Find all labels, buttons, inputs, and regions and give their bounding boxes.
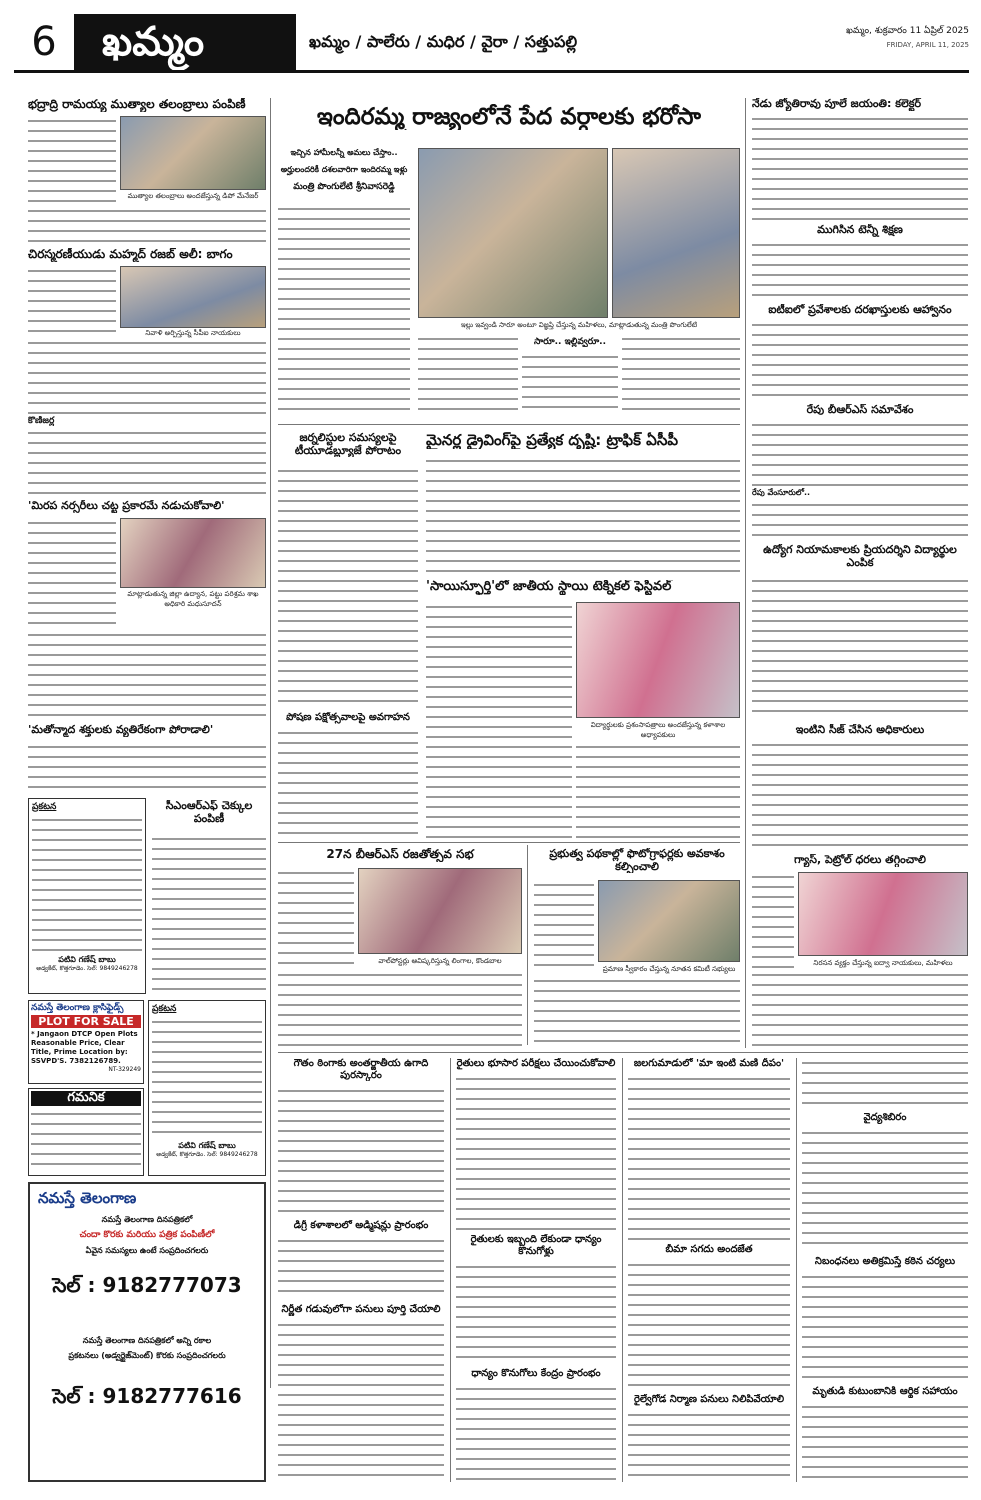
photo-gas-protest (798, 872, 968, 956)
legal-notice-1 (28, 798, 146, 994)
edition-brand: ఖమ్మం (74, 14, 296, 70)
article-body (752, 872, 794, 968)
article-body (628, 1074, 790, 1240)
article-body (28, 266, 116, 336)
article-body (802, 1402, 968, 1482)
headline-grain-centre: ధాన్యం కొనుగోలు కేంద్రం ప్రారంభం (471, 1368, 601, 1379)
dateline (846, 24, 969, 52)
headline-mirapa-nursery: 'మిరప నర్సరీలు చట్ట ప్రకారమే నడుచుకోవాలి' (28, 500, 225, 512)
article-body (802, 1272, 968, 1382)
row-rule (278, 842, 740, 843)
column-rule (450, 1058, 451, 1482)
headline-house-seized: ఇంటిని సీజ్ చేసిన అధికారులు (795, 724, 925, 736)
classified-code: NT-329249 (108, 1066, 141, 1074)
article-body (456, 1074, 616, 1230)
notice-signature-sub: అడ్వకేట్, కొత్తగూడెం. సెల్: 9849246278 (156, 1150, 258, 1158)
article-body (534, 880, 594, 974)
article-body (426, 456, 740, 574)
lead-deck-2: అర్హులందరికీ దశలవారిగా ఇందిరమ్మ ఇళ్లు (280, 165, 408, 174)
article-body (802, 1128, 968, 1252)
column-rule (622, 1058, 623, 1482)
headline-medical-camp: వైద్యశిబిరం (863, 1112, 907, 1123)
column-rule (270, 98, 271, 1388)
photo-brs-posters (358, 868, 522, 954)
headline-financial-aid: మృతుడి కుటుంబానికి ఆర్థిక సహాయం (812, 1386, 958, 1397)
headline-rajab-ali: చిరస్మరణీయుడు మహ్మద్ రజబ్ అలీ: బాగం (28, 248, 233, 261)
caption-photographers: ప్రమాణ స్వీకారం చేస్తున్న నూతన కమిటీ సభ్యులు (602, 965, 736, 973)
subscription-promo (28, 1182, 266, 1482)
article-body (522, 352, 618, 414)
plot-for-sale: PLOT FOR SALE (31, 1015, 141, 1028)
promo-line: ఏవైన సమస్యలు ఉంటే సంప్రదించగలరు (85, 1246, 209, 1256)
article-body (628, 1410, 790, 1482)
notice-signature: పటివి గణేష్ బాబు (58, 955, 116, 965)
subhead-vemsur: రేపు వేంసూరులో.. (752, 488, 811, 497)
masthead-rule (14, 70, 969, 73)
article-body (628, 1260, 790, 1390)
headline-gas-petrol: గ్యాస్, పెట్రోల్ ధరలు తగ్గించాలి (794, 854, 926, 866)
article-body (28, 742, 266, 792)
caption-sai-fest: విద్యార్థులకు ప్రశంసాపత్రాలు అందజేస్తున్న కళాశాల అధ్యాపకులు (590, 721, 726, 739)
lead-headline: ఇందిరమ్మ రాజ్యంలోనే పేద వర్గాలకు భరోసా (317, 104, 701, 130)
article-body (752, 970, 968, 1046)
promo-phone-1: సెల్ : 9182777073 (52, 1273, 242, 1298)
photo-rajab-ali (120, 266, 266, 328)
article-body (28, 338, 266, 414)
gamanika-title: గమనిక (31, 1091, 141, 1106)
gamanika-body (31, 1109, 141, 1169)
classified-brand: నమస్తే తెలంగాణ క్లాసిఫైడ్స్ (31, 1003, 124, 1013)
article-body (752, 114, 968, 220)
classified-ad (28, 1000, 144, 1084)
promo-line: ప్రకటనలు (అడ్వర్టైజ్‌మెంట్) కొరకు సంప్రదించగలరు (68, 1351, 226, 1361)
column-rule (527, 845, 528, 1045)
caption-gas-protest: నిరసన వ్యక్తం చేస్తున్న ఐద్వా నాయకులు, మహిళలు (813, 959, 953, 967)
article-body (456, 1384, 616, 1482)
headline-brs-meeting: రేపు బీఆర్ఎస్ సమావేశం (806, 404, 914, 416)
sub-editions: ఖమ్మం / పాలేరు / మధిర / వైరా / సత్తుపల్లి (309, 32, 578, 51)
photo-sai-fest (576, 602, 740, 718)
promo-line: నమస్తే తెలంగాణ దినపత్రికలో అన్ని రకాల (82, 1336, 212, 1346)
article-body (278, 204, 410, 414)
headline-sai-fest: 'సాయిస్ఫూర్తి'లో జాతీయ స్థాయి టెక్నికల్ ఫెస్టివల్ (426, 580, 672, 594)
headline-photographers: ప్రభుత్వ పథకాల్లో ఫొటోగ్రాఫర్లకు అవకాశం కల్పించాలి (549, 848, 725, 873)
article-body (278, 466, 418, 706)
article-body (534, 976, 740, 1046)
article-body (278, 970, 522, 1046)
headline-matonmada: 'మతోన్మాద శక్తులకు వ్యతిరేకంగా పోరాడాలి' (28, 724, 214, 736)
headline-strict-action: నిబంధనలు అతిక్రమిస్తే కఠిన చర్యలు (814, 1256, 956, 1267)
article-body (152, 834, 266, 994)
promo-brand: నమస్తే తెలంగాణ (38, 1189, 137, 1207)
headline-brs-sabha: 27న బీఆర్ఎస్ రజతోత్సవ సభ (326, 848, 474, 861)
headline-journalists: జర్నలిస్టుల సమస్యలపై టీయూడబ్ల్యూజే పోరాటం (294, 432, 402, 457)
article-body (278, 1086, 444, 1216)
headline-degree-admissions: డిగ్రీ కళాశాలలో అడ్మిషన్లు ప్రారంభం (293, 1220, 429, 1231)
article-body (28, 518, 116, 628)
headline-deadline-works: నిర్ణీత గడువులోగా పనులు పూర్తి చేయాలి (281, 1304, 441, 1315)
lead-deck (278, 148, 410, 194)
page-number: 6 (31, 19, 57, 65)
article-body (28, 630, 266, 722)
article-body (752, 240, 968, 300)
article-body (426, 602, 572, 838)
article-body (752, 500, 968, 540)
headline-tennis-training: ముగిసిన టెన్నీ శిక్షణ (817, 224, 903, 236)
row-rule (278, 1052, 968, 1053)
headline-cmrf: సీఎంఆర్ఎఫ్ చెక్కుల పంపిణీ (165, 800, 253, 825)
headline-phule-jayanti: నేడు జ్యోతిరావు పూలే జయంతి: కలెక్టర్ (752, 98, 922, 110)
date-telugu: ఖమ్మం, శుక్రవారం 11 ఏప్రిల్ 2025 (846, 26, 969, 36)
article-body (456, 1262, 616, 1364)
lead-deck-3: మంత్రి పొంగులేటి శ్రీనివాసరెడ్డి (293, 182, 395, 192)
article-body (752, 576, 968, 720)
column-rule (745, 98, 746, 1048)
article-body (28, 116, 116, 204)
headline-poshana: పోషణ పక్షోత్సవాలపై అవగాహన (286, 712, 410, 723)
date-english: FRIDAY, APRIL 11, 2025 (886, 41, 969, 49)
lead-photo-caption: ఇల్లు ఇవ్వండి సారూ అంటూ విజ్ఞప్తి చేస్తున్న మహిళలు, మాట్లాడుతున్న మంత్రి పొంగులేటి (460, 321, 698, 329)
article-body (622, 334, 740, 414)
caption-mirapa-meeting: మాట్లాడుతున్న జిల్లా ఉద్యాన, పట్టు పరిశ్రమ శాఖ అధికారి మధుసూదన్ (127, 590, 259, 608)
headline-grain-purchase: రైతులకు ఇబ్బంది లేకుండా ధాన్యం కొనుగోళ్లు (470, 1234, 602, 1257)
headline-ugadi-award: గౌతం ఠింగాకు అంతర్జాతీయ ఉగాది పురస్కారం (293, 1058, 429, 1081)
classified-text: * Jangaon DTCP Open Plots Reasonable Price, Clear Title, Prime Location by: SSVPD'S. 7382126789. (31, 1030, 138, 1066)
headline-talambralu: భద్రాద్రి రామయ్య ముత్యాల తలంబ్రాలు పంపిణీ (28, 98, 246, 111)
lead-deck-1: ఇచ్చిన హామీలన్నీ అమలు చేస్తాం.. (290, 148, 398, 157)
photo-photographers (598, 880, 740, 962)
article-body (278, 728, 418, 838)
row-rule (278, 424, 740, 425)
masthead (14, 14, 969, 70)
lead-photo-minister (612, 148, 740, 318)
caption-rajab-ali: నివాళి అర్పిస్తున్న సీపీఐ నాయకులు (145, 329, 241, 337)
promo-phone-2: సెల్ : 9182777616 (52, 1384, 242, 1409)
photo-talambralu (120, 116, 266, 190)
promo-line: నమస్తే తెలంగాణ దినపత్రికలో (101, 1215, 193, 1225)
column-rule (796, 1058, 797, 1482)
caption-talambralu: ముత్యాల తలంబ్రాలు అందజేస్తున్న డిపో మేనేజర్ (127, 192, 259, 200)
headline-railway-wall: రైల్వేగోడ నిర్మాణ పనులు నిలిపివేయాలి (633, 1394, 785, 1405)
dateline-konijerla: కొణిజర్ల (28, 416, 55, 426)
notice-body (152, 1017, 262, 1141)
article-body (752, 420, 968, 486)
article-body (278, 1320, 444, 1482)
headline-placements: ఉద్యోగ నియామకాలకు ప్రియదర్శిని విద్యార్థుల ఎంపిక (763, 544, 957, 569)
caption-brs-posters: వాల్‌పోస్టర్లు ఆవిష్కరిస్తున్న లింగాల, కొండబాల (378, 957, 502, 965)
headline-minor-driving: మైనర్ల డ్రైవింగ్‌పై ప్రత్యేక దృష్టి: ట్రాఫిక్ ఏసీపీ (426, 432, 679, 449)
article-body (752, 320, 968, 400)
article-body (418, 334, 518, 414)
notice-title: ప్రకటన (152, 1004, 177, 1014)
article-body (802, 1058, 968, 1108)
legal-notice-2 (148, 1000, 266, 1176)
article-body (752, 740, 968, 850)
promo-line: చందా కొరకు మరియు పత్రిక పంపిణీలో (79, 1230, 215, 1241)
lead-sub-head: సారూ.. ఇల్లివ్వరూ.. (533, 337, 606, 347)
headline-insurance: బీమా సగదు అందజేత (665, 1244, 753, 1255)
article-body (28, 206, 266, 246)
headline-soil-tests: రైతులు భూసార పరీక్షలు చేయించుకోవాలి (456, 1058, 616, 1069)
headline-mani-deepam: జలగుమాడులో 'మా ఇంటి మణి దీపం' (633, 1058, 785, 1069)
article-body (576, 742, 740, 838)
notice-body (32, 815, 142, 955)
gamanika-ad (28, 1088, 144, 1176)
article-body (278, 1236, 444, 1300)
photo-mirapa-meeting (120, 518, 266, 588)
notice-signature: పటివి గణేష్ బాబు (178, 1141, 236, 1151)
headline-iti-admissions: ఐటీఐలో ప్రవేశాలకు దరఖాస్తులకు ఆహ్వానం (768, 304, 952, 316)
lead-photo-women (418, 148, 608, 318)
article-body (28, 428, 266, 498)
article-body (278, 868, 354, 968)
notice-title: ప్రకటన (32, 802, 57, 812)
notice-signature-sub: అడ్వకేట్, కొత్తగూడెం. సెల్: 9849246278 (36, 964, 138, 972)
